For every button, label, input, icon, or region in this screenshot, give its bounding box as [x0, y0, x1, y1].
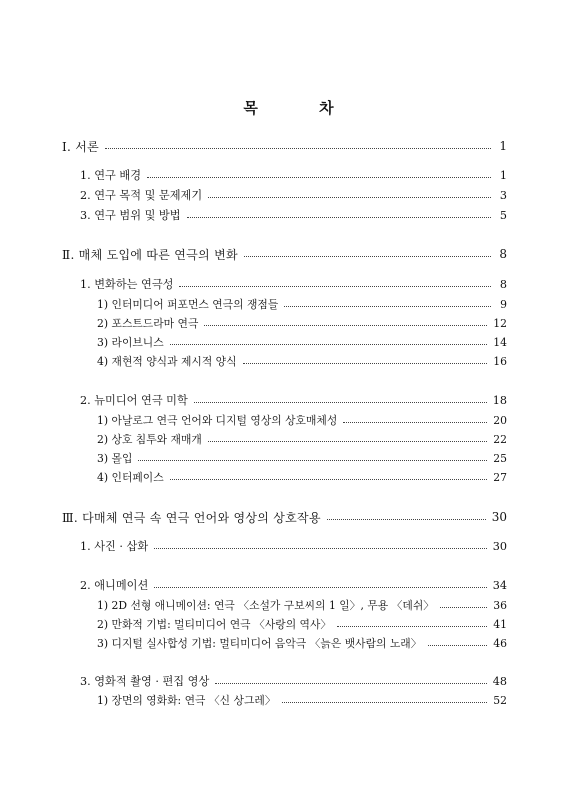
toc-subsection — [97, 635, 507, 651]
toc-page-number: 16 — [493, 354, 507, 368]
toc-label: 1. 사진 · 삽화 — [80, 540, 149, 553]
toc-section — [80, 187, 507, 203]
toc-label: 3) 디지털 실사합성 기법: 멀티미디어 음악극 〈늙은 뱃사람의 노래〉 — [97, 636, 422, 650]
toc-page-number: 14 — [493, 335, 507, 349]
dot-leader — [154, 548, 487, 549]
toc-chapter-2 — [62, 246, 507, 262]
dot-leader — [105, 148, 491, 149]
toc-chapter-1 — [62, 138, 507, 154]
toc-section — [80, 577, 507, 593]
toc-section — [80, 673, 507, 689]
toc-page-number: 34 — [492, 578, 507, 592]
toc-page-number: 5 — [499, 208, 507, 222]
toc-subsection — [97, 315, 507, 331]
dot-leader — [154, 587, 486, 588]
dot-leader — [284, 306, 491, 307]
dot-leader — [337, 626, 487, 627]
toc-page-number: 1 — [499, 168, 507, 182]
toc-label: 1) 2D 선형 애니메이션: 연극 〈소설가 구보씨의 1 일〉, 무용 〈데쉬〉 — [97, 598, 435, 612]
toc-label: 1) 장면의 영화화: 연극 〈신 상그레〉 — [97, 693, 276, 707]
toc-page-number: 30 — [491, 510, 507, 524]
toc-page-number: 36 — [493, 598, 507, 612]
toc-chapter-3 — [62, 509, 507, 525]
toc-section — [80, 538, 507, 554]
dot-leader — [170, 344, 488, 345]
dot-leader — [244, 256, 491, 257]
toc-label: Ⅱ. 매체 도입에 따른 연극의 변화 — [62, 247, 238, 262]
toc-label: 1) 아날로그 연극 언어와 디지털 영상의 상호매체성 — [97, 413, 338, 427]
toc-page-number: 18 — [492, 393, 507, 407]
toc-label: 1) 인터미디어 퍼포먼스 연극의 쟁점들 — [97, 297, 279, 311]
dot-leader — [327, 519, 486, 520]
page-title: 목 차 — [243, 99, 362, 117]
dot-leader — [170, 479, 488, 480]
toc-label: 2) 만화적 기법: 멀티미디어 연극 〈사랑의 역사〉 — [97, 617, 332, 631]
toc-subsection — [97, 412, 507, 428]
toc-page-number: 41 — [493, 617, 507, 631]
toc-page-number: 12 — [493, 316, 507, 330]
toc-section — [80, 167, 507, 183]
toc-label: Ⅲ. 다매체 연극 속 연극 언어와 영상의 상호작용 — [62, 510, 321, 525]
toc-section — [80, 207, 507, 223]
toc-page-number: 30 — [492, 539, 507, 553]
toc-subsection — [97, 296, 507, 312]
dot-leader — [147, 177, 491, 178]
toc-page-number: 25 — [493, 451, 507, 465]
dot-leader — [282, 702, 488, 703]
toc-label: 2. 뉴미디어 연극 미학 — [80, 394, 188, 407]
toc-subsection — [97, 616, 507, 632]
toc-subsection — [97, 692, 507, 708]
toc-subsection — [97, 334, 507, 350]
toc-page-number: 27 — [493, 470, 507, 484]
toc-label: 2. 애니메이션 — [80, 579, 149, 592]
toc-section — [80, 392, 507, 408]
dot-leader — [187, 217, 491, 218]
dot-leader — [194, 402, 487, 403]
toc-label: 3) 몰입 — [97, 451, 133, 465]
dot-leader — [204, 325, 487, 326]
dot-leader — [343, 422, 487, 423]
toc-page-number: 22 — [493, 432, 507, 446]
toc-subsection — [97, 597, 507, 613]
toc-label: 4) 인터페이스 — [97, 470, 164, 484]
toc-page-number: 48 — [492, 674, 507, 688]
toc-page-number: 1 — [499, 139, 507, 153]
toc-page-number: 8 — [499, 277, 507, 291]
dot-leader — [179, 286, 491, 287]
dot-leader — [428, 645, 488, 646]
toc-section — [80, 276, 507, 292]
dot-leader — [215, 683, 486, 684]
toc-label: 2) 상호 침투와 재매개 — [97, 432, 202, 446]
dot-leader — [208, 197, 491, 198]
dot-leader — [138, 460, 487, 461]
toc-label: 4) 재현적 양식과 제시적 양식 — [97, 354, 237, 368]
toc-page-number: 52 — [493, 693, 507, 707]
toc-page-number: 46 — [493, 636, 507, 650]
dot-leader — [208, 441, 487, 442]
dot-leader — [440, 607, 487, 608]
toc-label: 3) 라이브니스 — [97, 335, 164, 349]
toc-subsection — [97, 431, 507, 447]
toc-label: Ⅰ. 서론 — [62, 139, 100, 154]
toc-page-number: 9 — [500, 297, 507, 311]
toc-label: 1. 변화하는 연극성 — [80, 278, 174, 291]
toc-label: 2) 포스트드라마 연극 — [97, 316, 199, 330]
toc-page-number: 8 — [499, 247, 507, 261]
toc-subsection — [97, 469, 507, 485]
toc-label: 1. 연구 배경 — [80, 169, 142, 182]
toc-label: 2. 연구 목적 및 문제제기 — [80, 189, 203, 202]
toc-subsection — [97, 353, 507, 369]
toc-page-number: 3 — [499, 188, 507, 202]
dot-leader — [243, 363, 488, 364]
toc-page-number: 20 — [493, 413, 507, 427]
toc-subsection — [97, 450, 507, 466]
toc-label: 3. 영화적 촬영 · 편집 영상 — [80, 675, 210, 688]
toc-label: 3. 연구 범위 및 방법 — [80, 209, 181, 222]
